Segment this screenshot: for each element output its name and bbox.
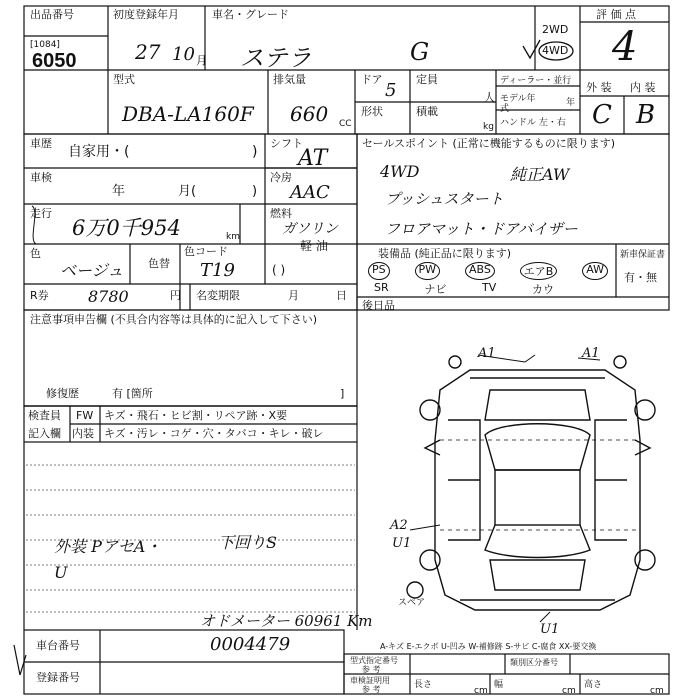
first-reg-label: 初度登録年月 [113, 8, 179, 21]
reg-month: 10 [172, 44, 195, 65]
exterior-grade: C [592, 100, 612, 130]
person-unit: 人 [484, 91, 495, 104]
mileage: 6万0千954 [72, 216, 181, 240]
model-label: 型式 [113, 73, 135, 86]
displacement: 660 [290, 102, 329, 126]
car-diagram [407, 356, 655, 610]
odometer-note: オドメーター 60961 Km [200, 612, 373, 630]
car-name: ステラ [240, 44, 312, 72]
equipment-item: PW [415, 262, 441, 280]
drive-4wd: 4WD [542, 44, 569, 57]
year-unit: 年 [566, 98, 576, 108]
mark-u1-left: U1 [392, 536, 412, 551]
interior-label: 内 装 [630, 81, 656, 94]
equipment-item: ナビ [424, 283, 447, 296]
color: ベージュ [60, 261, 124, 280]
insp-close: ) [252, 184, 258, 199]
equipment-item: SR [374, 281, 389, 294]
sales-point-aw: 純正AW [510, 165, 570, 184]
insp-month: 月( [178, 184, 197, 199]
insp-year: 年 [112, 184, 126, 199]
height-label: 高さ [584, 680, 603, 690]
mark-u1-bottom: U1 [540, 622, 560, 637]
handle-label: ハンドル 左・右 [500, 118, 566, 128]
notes-label: 注意事項申告欄 (不具合内容等は具体的に記入して下さい) [30, 313, 318, 326]
length-cm: cm [474, 686, 488, 696]
fw-label: FW [76, 409, 94, 422]
color-code: T19 [200, 260, 235, 281]
car-history-close: ) [252, 144, 258, 160]
inspector-label: 検査員 [28, 409, 61, 422]
class-label: 類別区分番号 [510, 658, 558, 667]
warranty-value: 有・無 [624, 271, 657, 284]
remark-exterior: 外装 PアセA・U [54, 537, 162, 582]
score-label: 評 価 点 [596, 8, 636, 21]
spare-label: スペア [398, 598, 426, 608]
equipment-row-2 [374, 281, 554, 297]
nc-month: 月 [288, 289, 299, 302]
sales-point-mat: フロアマット・ドアバイザー [385, 220, 578, 238]
color-change-label: 色替 [148, 257, 170, 270]
equipment-item: TV [482, 281, 497, 294]
lot-number: 6050 [32, 50, 77, 72]
fuel-paren: ( ) [272, 263, 286, 277]
car-history-label: 車歴 [30, 137, 52, 150]
equipment-row-1 [368, 262, 608, 280]
month-unit: 月 [196, 54, 207, 67]
lot-code: [1084] [30, 40, 60, 50]
equipment-item: カウ [532, 283, 554, 296]
model-year-label: モデル年式 [500, 94, 536, 114]
lot-label: 出品番号 [30, 8, 74, 21]
width-cm: cm [562, 686, 576, 696]
exterior-label: 外 装 [586, 81, 612, 94]
aircon: AAC [290, 182, 330, 203]
reg-year: 27 [135, 40, 161, 64]
fuel-diesel: 軽 油 [300, 239, 328, 253]
equipment-item: AW [582, 262, 608, 280]
check-mark [523, 40, 540, 58]
equipment-item: エアB [520, 262, 558, 280]
type-designation-label: 型式指定番号 [350, 656, 398, 665]
ref-label: 参 考 [362, 665, 381, 674]
color-code-label: 色コード [184, 245, 228, 258]
later-label: 後日品 [362, 299, 395, 312]
inspection-label: 車検 [30, 171, 52, 184]
cc-unit: CC [339, 119, 352, 129]
fuel-label: 燃料 [270, 207, 292, 220]
repair-label: 修復歴 [46, 387, 79, 400]
displacement-label: 排気量 [273, 73, 306, 86]
length-label: 長さ [414, 680, 433, 690]
drive-2wd: 2WD [542, 23, 569, 36]
sales-point-push: プッシュスタート [385, 190, 504, 208]
chassis-label: 車台番号 [36, 639, 80, 652]
kg-unit: kg [483, 122, 494, 132]
shift: AT [298, 146, 328, 171]
car-history-value: 自家用・( [68, 144, 130, 160]
mark-a2: A2 [390, 518, 408, 533]
equipment-item: PS [368, 262, 390, 280]
shape-label: 形状 [361, 105, 383, 118]
ref2-label: 参 考 [362, 685, 381, 694]
model-code: DBA-LA160F [122, 102, 254, 126]
fw-items: キズ・飛石・ヒビ割・リペア跡・X要 [104, 409, 288, 422]
recycle-label: R券 [30, 289, 49, 302]
cert-label: 車検証明用 [350, 676, 390, 685]
doors: 5 [385, 80, 397, 101]
capacity-label: 定員 [416, 73, 438, 86]
car-name-label: 車名・グレード [212, 8, 289, 21]
color-label: 色 [30, 247, 41, 260]
interior-row-label: 内装 [72, 427, 94, 440]
equipment-item: ABS [465, 262, 495, 280]
yen-unit: 円 [170, 289, 181, 302]
aircon-label: 冷房 [270, 171, 292, 184]
shift-label: シフト [270, 137, 303, 150]
remark-underbody: 下回りS [218, 533, 277, 552]
nc-day: 日 [336, 289, 347, 302]
entry-label: 記入欄 [28, 427, 61, 440]
equipment-label: 装備品 (純正品に限ります) [378, 247, 512, 260]
chassis-number: 0004479 [210, 634, 291, 655]
reg-label: 登録番号 [36, 671, 80, 684]
load-label: 積載 [416, 105, 438, 118]
width-label: 幅 [494, 680, 504, 690]
doors-label: ドア [361, 73, 383, 86]
mark-a1-right: A1 [582, 346, 600, 361]
grade: G [410, 38, 430, 66]
recycle-value: 8780 [88, 287, 129, 306]
score: 4 [612, 24, 638, 70]
height-cm: cm [650, 686, 664, 696]
fuel-gas: ガソリン [282, 221, 338, 237]
sales-points-label: セールスポイント (正常に機能するものに限ります) [362, 137, 616, 150]
interior-grade: B [636, 100, 656, 130]
km-unit: km [226, 232, 240, 242]
sales-point-4wd: 4WD [380, 162, 420, 181]
name-change-label: 名変期限 [196, 289, 240, 302]
warranty-label: 新車保証書 [620, 250, 666, 260]
repair-value: 有 [箇所 [112, 387, 153, 400]
mark-a1-left: A1 [478, 346, 496, 361]
dealer-label: ディーラー・並行 [500, 76, 572, 86]
mileage-label: 走行 [30, 207, 52, 220]
damage-legend: A-キズ E-エクボ U-凹み W-補修跡 S-サビ C-腐食 XX-要交換 [380, 642, 597, 651]
repair-close: ] [340, 387, 345, 400]
interior-items: キズ・汚レ・コゲ・穴・タバコ・キレ・破レ [104, 427, 324, 440]
